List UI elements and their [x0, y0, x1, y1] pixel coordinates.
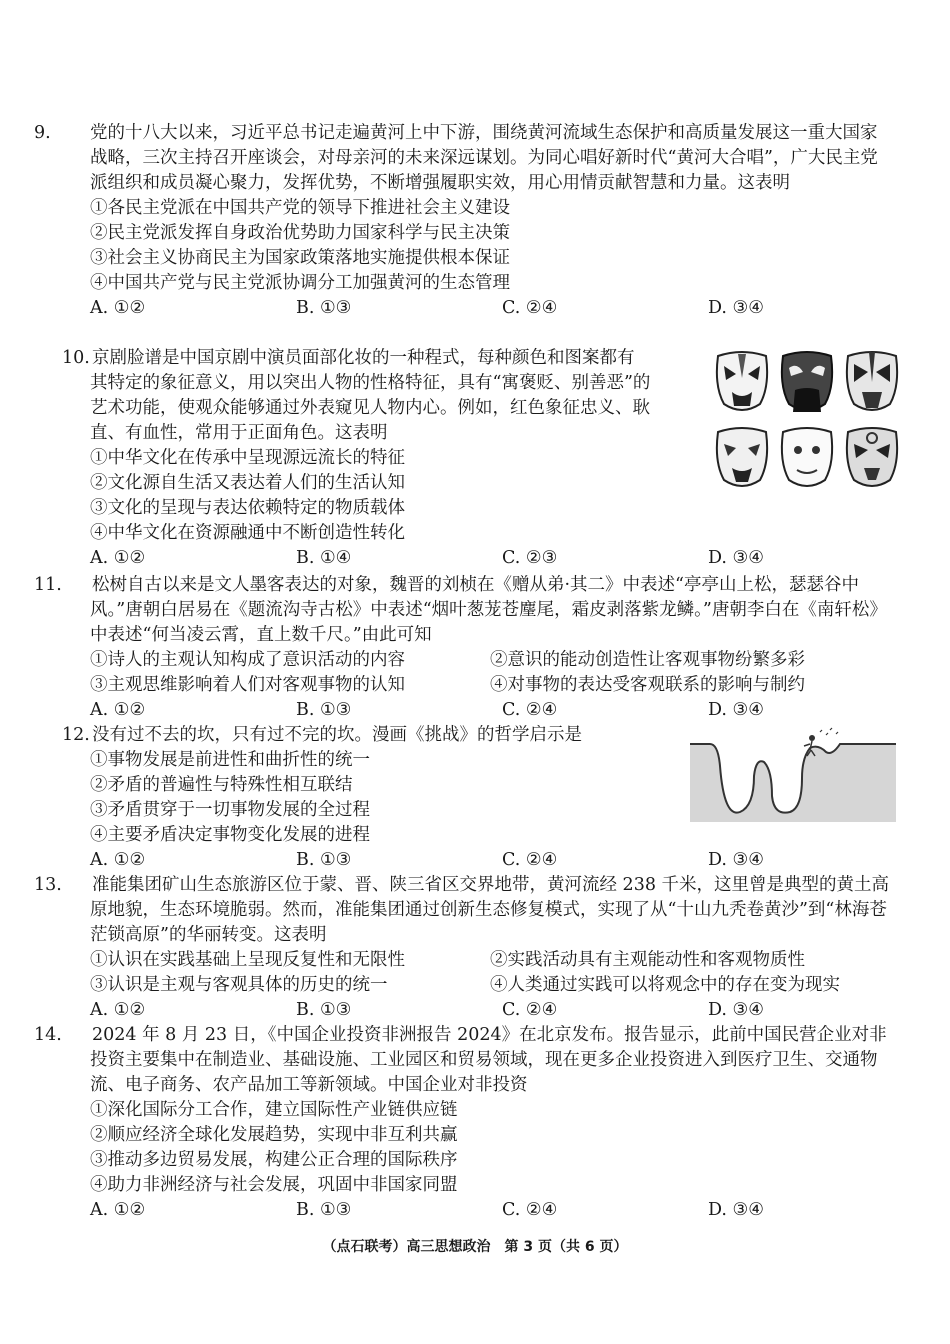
question-number: 12. [62, 725, 90, 745]
answer-choices [62, 546, 894, 571]
option-3: ③推动多边贸易发展，构建公正合理的国际秩序 [90, 1150, 458, 1170]
answer-c[interactable]: C. ②④ [502, 700, 558, 720]
option-2: ②实践活动具有主观能动性和客观物质性 [490, 950, 805, 970]
answer-c[interactable]: C. ②④ [502, 298, 558, 318]
question-text: 党的十八大以来，习近平总书记走遍黄河上中下游，围绕黄河流域生态保护和高质量发展这一重大国家战略，三次主持召开座谈会，对母亲河的未来深远谋划。为同心唱好新时代“黄河大合唱”，广大民主党派组织和成员凝心聚力，发挥优势，不断增强履职实效，用心用情贡献智慧和力量。这表明 [90, 123, 878, 193]
answer-choices [62, 1198, 894, 1223]
option-1: ①各民主党派在中国共产党的领导下推进社会主义建设 [90, 198, 510, 218]
page-footer: （点石联考）高三思想政治 第 3 页（共 6 页） [322, 1239, 628, 1255]
option-1: ①深化国际分工合作，建立国际性产业链供应链 [90, 1100, 458, 1120]
answer-c[interactable]: C. ②④ [502, 1000, 558, 1020]
question-number: 10. [62, 348, 90, 368]
answer-b[interactable]: B. ①④ [296, 548, 352, 568]
question-number: 14. [34, 1025, 62, 1045]
question-text-line: 直、有血性，常用于正面角色。这表明 [90, 423, 388, 443]
question-text: 松树自古以来是文人墨客表达的对象，魏晋的刘桢在《赠从弟·其二》中表述“亭亭山上松，瑟瑟谷中风。”唐朝白居易在《题流沟寺古松》中表述“烟叶葱茏苍麈尾，霜皮剥落紫龙鳞。”唐朝李白在《南轩松》中表述“何当凌云霄，直上数千尺。”由此可知 [90, 575, 887, 645]
option-3: ③主观思维影响着人们对客观事物的认知 [90, 675, 405, 695]
opera-mask [717, 352, 767, 410]
question-stem [34, 573, 894, 648]
option-2: ②矛盾的普遍性与特殊性相互联结 [90, 775, 353, 795]
question-text-line: 艺术功能，使观众能够通过外表窥见人物内心。例如，红色象征忠义、耿 [90, 398, 650, 418]
question-stem [34, 1023, 894, 1098]
option-3: ③文化的呈现与表达依赖特定的物质载体 [90, 498, 405, 518]
answer-b[interactable]: B. ①③ [296, 1200, 352, 1220]
answer-c[interactable]: C. ②④ [502, 850, 558, 870]
option-4: ④助力非洲经济与社会发展，巩固中非国家同盟 [90, 1175, 458, 1195]
answer-a[interactable]: A. ①② [90, 850, 146, 870]
answer-a[interactable]: A. ①② [90, 1000, 146, 1020]
opera-masks-image [712, 346, 902, 496]
option-3: ③社会主义协商民主为国家政策落地实施提供根本保证 [90, 248, 510, 268]
question-text: 没有过不去的坎，只有过不完的坎。漫画《挑战》的哲学启示是 [92, 725, 582, 745]
option-3: ③认识是主观与客观具体的历史的统一 [90, 975, 388, 995]
question-number: 11. [34, 575, 62, 595]
option-3: ③矛盾贯穿于一切事物发展的全过程 [90, 800, 370, 820]
question-14 [34, 1023, 894, 1223]
answer-choices [62, 698, 894, 723]
option-1: ①事物发展是前进性和曲折性的统一 [90, 750, 370, 770]
question-text-line: 其特定的象征意义，用以突出人物的性格特征，具有“寓褒贬、别善恶”的 [90, 373, 651, 393]
answer-d[interactable]: D. ③④ [708, 1000, 764, 1020]
opera-mask [782, 428, 832, 486]
option-row [62, 673, 894, 698]
option-4: ④中华文化在资源融通中不断创造性转化 [90, 523, 405, 543]
question-text: 2024 年 8 月 23 日，《中国企业投资非洲报告 2024》在北京发布。报告显示，此前中国民营企业对非投资主要集中在制造业、基础设施、工业园区和贸易领域，现在更多企业投资进入到医疗卫生、交通物流、电子商务、农产品加工等新领域。中国企业对非投资 [90, 1025, 887, 1095]
option-1: ①中华文化在传承中呈现源远流长的特征 [90, 448, 405, 468]
answer-a[interactable]: A. ①② [90, 298, 146, 318]
answer-c[interactable]: C. ②③ [502, 548, 558, 568]
opera-mask [847, 428, 897, 486]
answer-d[interactable]: D. ③④ [708, 1200, 764, 1220]
option-4: ④主要矛盾决定事物变化发展的进程 [90, 825, 370, 845]
option-4: ④中国共产党与民主党派协调分工加强黄河的生态管理 [90, 273, 510, 293]
answer-d[interactable]: D. ③④ [708, 548, 764, 568]
question-11 [34, 573, 894, 723]
option-1: ①认识在实践基础上呈现反复性和无限性 [90, 950, 405, 970]
answer-choices [62, 296, 894, 321]
answer-c[interactable]: C. ②④ [502, 1200, 558, 1220]
answer-b[interactable]: B. ①③ [296, 298, 352, 318]
answer-choices [62, 848, 894, 873]
option-row [62, 648, 894, 673]
answer-b[interactable]: B. ①③ [296, 850, 352, 870]
option-row [62, 973, 894, 998]
option-4: ④人类通过实践可以将观念中的存在变为现实 [490, 975, 840, 995]
option-2: ②顺应经济全球化发展趋势，实现中非互利共赢 [90, 1125, 458, 1145]
answer-a[interactable]: A. ①② [90, 700, 146, 720]
option-2: ②民主党派发挥自身政治优势助力国家科学与民主决策 [90, 223, 510, 243]
option-1: ①诗人的主观认知构成了意识活动的内容 [90, 650, 405, 670]
opera-mask [847, 352, 897, 410]
challenge-comic-image [690, 726, 896, 822]
question-13 [34, 873, 894, 1023]
option-2: ②文化源自生活又表达着人们的生活认知 [90, 473, 405, 493]
option-2: ②意识的能动创造性让客观事物纷繁多彩 [490, 650, 805, 670]
answer-a[interactable]: A. ①② [90, 548, 146, 568]
option-row [62, 948, 894, 973]
answer-d[interactable]: D. ③④ [708, 850, 764, 870]
answer-choices [62, 998, 894, 1023]
answer-b[interactable]: B. ①③ [296, 700, 352, 720]
question-number: 13. [34, 875, 62, 895]
question-stem [34, 873, 894, 948]
question-9 [34, 121, 894, 321]
question-text-line: 京剧脸谱是中国京剧中演员面部化妆的一种程式，每种颜色和图案都有 [92, 348, 635, 368]
opera-mask [717, 428, 767, 486]
answer-d[interactable]: D. ③④ [708, 700, 764, 720]
answer-a[interactable]: A. ①② [90, 1200, 146, 1220]
question-number: 9. [34, 123, 51, 143]
answer-d[interactable]: D. ③④ [708, 298, 764, 318]
answer-b[interactable]: B. ①③ [296, 1000, 352, 1020]
question-text: 准能集团矿山生态旅游区位于蒙、晋、陕三省区交界地带，黄河流经 238 千米，这里曾是典型的黄土高原地貌，生态环境脆弱。然而，准能集团通过创新生态修复模式，实现了从“十山九秃卷黄沙”到“林海苍茫锁高原”的华丽转变。这表明 [90, 875, 890, 945]
option-4: ④对事物的表达受客观联系的影响与制约 [490, 675, 805, 695]
question-stem [34, 121, 894, 196]
opera-mask [782, 352, 832, 412]
